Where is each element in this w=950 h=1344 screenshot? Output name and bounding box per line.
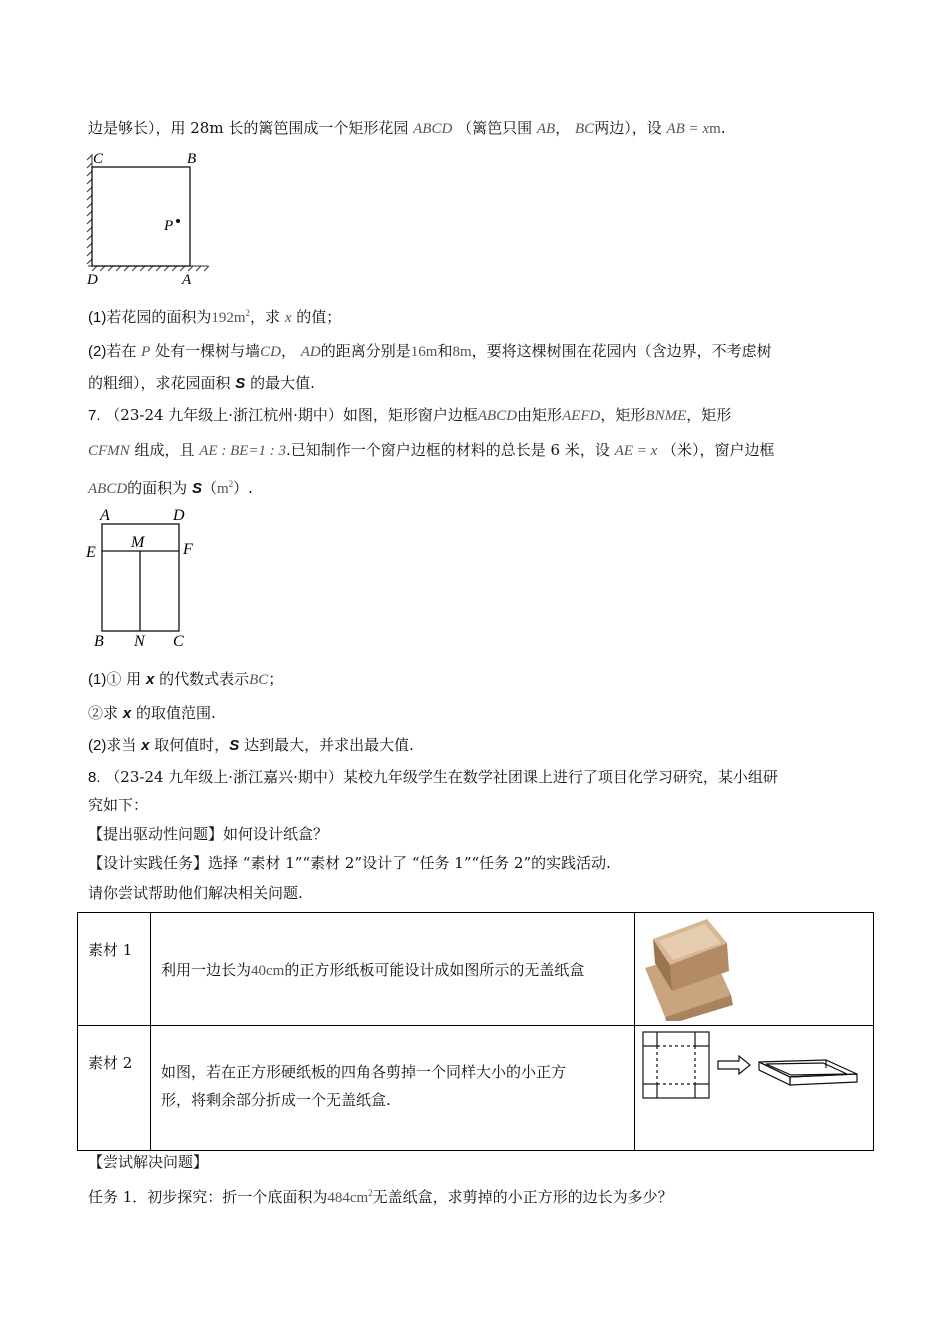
q8-ask <box>88 883 303 903</box>
math-ABCD: ABCD <box>88 481 128 497</box>
text: 取何值时， <box>154 736 230 754</box>
table-row <box>78 1026 874 1151</box>
math-x: x <box>122 705 132 722</box>
point-P <box>176 219 180 223</box>
text: ， <box>555 119 571 137</box>
text: 任务 1．初步探究：折一个底面积为 <box>88 1188 328 1206</box>
text: 处有一棵树与墙 <box>155 342 261 360</box>
label-M: M <box>131 534 145 551</box>
folding-diagram <box>635 1026 871 1146</box>
label-A: A <box>182 272 192 288</box>
math-AEFD: AEFD <box>562 408 601 424</box>
question-source: （23-24 九年级上·浙江嘉兴·期中） <box>105 768 343 786</box>
text: ，矩形 <box>686 406 732 424</box>
question-number: 8. <box>88 769 101 786</box>
text: ； <box>268 670 284 688</box>
q8-line1 <box>88 767 778 788</box>
math-8m: 8m <box>452 344 472 360</box>
math-ABCD: ABCD <box>477 408 518 424</box>
text: 某校九年级学生在数学社团课上进行了项目化学习研究，某小组研 <box>342 768 778 786</box>
part-number: (2) <box>88 343 107 360</box>
text: 的值； <box>296 308 342 326</box>
label-D: D <box>173 507 185 524</box>
label-E: E <box>86 544 96 561</box>
label-D: D <box>87 272 98 288</box>
superscript: 2 <box>228 479 234 489</box>
q8-drive <box>88 824 328 844</box>
math-AD: AD <box>300 344 321 360</box>
garden-figure <box>84 148 214 288</box>
cut-square-diagram <box>643 1032 709 1098</box>
text: 【尝试解决问题】 <box>88 1153 209 1171</box>
text: 若在 <box>106 342 137 360</box>
text: 的取值范围. <box>135 704 216 722</box>
math-BNME: BNME <box>645 408 687 424</box>
q8-design <box>88 853 611 873</box>
arrow-right-icon <box>718 1056 750 1074</box>
label-C: C <box>173 633 184 650</box>
math-CFMN: CFMN <box>88 443 130 459</box>
q7-line3 <box>88 474 253 499</box>
math-S: S <box>235 375 246 392</box>
math-16m: 16m <box>410 344 438 360</box>
material-1-image-cell <box>635 913 874 1026</box>
math-40cm: 40cm <box>251 962 285 979</box>
q6-part2-line2 <box>88 373 315 394</box>
material-1-desc <box>151 913 635 1026</box>
text: （篱笆只围 <box>457 119 533 137</box>
wall-hatch-bottom <box>88 266 209 271</box>
text: 请你尝试帮助他们解决相关问题. <box>88 884 303 902</box>
text: ）. <box>233 479 253 497</box>
text: 无盖纸盒，求剪掉的小正方形的边长为多少？ <box>372 1188 673 1206</box>
text: 的最大值. <box>250 374 315 392</box>
text: （ <box>201 479 217 497</box>
label-N: N <box>134 633 145 650</box>
q7-line1 <box>88 405 731 426</box>
label-B: B <box>187 151 197 167</box>
q6-part2-line1 <box>88 341 772 362</box>
text: 边是够长），用 28m 长的篱笆围成一个矩形花园 <box>88 119 409 137</box>
math-S: S <box>229 737 240 754</box>
text: 利用一边长为 <box>161 960 252 979</box>
text: 形，将剩余部分折成一个无盖纸盒. <box>161 1091 391 1109</box>
text: . <box>720 119 726 137</box>
text: ，求 <box>250 308 281 326</box>
text: （米），窗户边框 <box>662 441 775 459</box>
q6-intro-line <box>88 118 726 139</box>
paper-box-photo <box>635 913 871 1021</box>
text: 组成，且 <box>134 441 195 459</box>
circled-number: ② <box>88 704 104 722</box>
text: 的正方形纸板可能设计成如图所示的无盖纸盒 <box>284 960 585 979</box>
text: 如图，矩形窗户边框 <box>342 406 478 424</box>
math-ABCD: ABCD <box>413 121 453 137</box>
question-number: 7. <box>88 407 101 424</box>
math-AB: AB <box>536 121 556 137</box>
material-table <box>77 912 874 1151</box>
math-484cm: 484cm <box>327 1190 369 1206</box>
text: 究如下： <box>88 796 149 814</box>
label-A: A <box>100 507 110 524</box>
part-number: (1) <box>88 671 107 688</box>
material-2-label: 素材 2 <box>78 1026 151 1151</box>
text: ，矩形 <box>600 406 646 424</box>
part-number: (1) <box>88 309 107 326</box>
text: 两边），设 <box>594 119 662 137</box>
text: 若花园的面积为 <box>106 308 212 326</box>
label-B: B <box>94 633 104 650</box>
math-unit: m <box>709 121 721 137</box>
wall-hatch-left <box>87 154 92 266</box>
try-heading <box>88 1152 208 1172</box>
superscript: 2 <box>245 308 251 318</box>
text: 【设计实践任务】选择 “素材 1”“素材 2”设计了 “任务 1”“任务 2”的实践活动. <box>88 854 611 872</box>
q6-part1 <box>88 303 341 328</box>
text: 求当 <box>106 736 137 754</box>
q8-line2 <box>88 795 148 815</box>
math-CD: CD <box>260 344 281 360</box>
q7-part1-b <box>88 703 216 724</box>
task-1 <box>88 1183 673 1208</box>
math-ratio: AE : BE=1 : 3 <box>199 443 287 459</box>
table-row <box>78 913 874 1026</box>
math-x: x <box>284 310 292 326</box>
math-x: x <box>141 737 150 754</box>
math-AB-eq-x: AB = x <box>666 121 710 137</box>
math-P: P <box>141 344 151 360</box>
material-1-label: 素材 1 <box>78 913 151 1026</box>
math-AE-eq-x: AE = x <box>614 443 658 459</box>
label-F: F <box>183 541 193 558</box>
math-unit: m <box>217 481 229 497</box>
text: 的代数式表示 <box>159 670 250 688</box>
text: 和 <box>437 342 453 360</box>
math-x: x <box>145 671 155 688</box>
text: 的面积为 <box>127 479 188 497</box>
text: 由矩形 <box>517 406 563 424</box>
math-192m: 192m <box>211 310 246 326</box>
superscript: 2 <box>368 1188 373 1198</box>
text: 达到最大，并求出最大值. <box>244 736 414 754</box>
text: 如图，若在正方形硬纸板的四角各剪掉一个同样大小的小正方 <box>161 1063 567 1081</box>
text: 【提出驱动性问题】如何设计纸盒？ <box>88 825 329 843</box>
text: 用 <box>126 670 142 688</box>
question-source: （23-24 九年级上·浙江杭州·期中） <box>105 406 343 424</box>
q7-part2 <box>88 735 414 756</box>
text: ， <box>280 342 296 360</box>
window-frame-figure <box>84 504 204 652</box>
math-BC: BC <box>249 672 269 688</box>
material-2-image-cell <box>635 1026 874 1151</box>
text: ，要将这棵树围在花园内（含边界，不考虑树 <box>471 342 772 360</box>
circled-number: ① <box>106 670 122 688</box>
part-number: (2) <box>88 737 107 754</box>
text: 求 <box>103 704 119 722</box>
math-BC: BC <box>575 121 595 137</box>
garden-rectangle <box>92 167 190 266</box>
open-box-diagram <box>759 1060 857 1085</box>
label-P: P <box>164 218 174 234</box>
math-S: S <box>191 480 202 497</box>
material-2-desc <box>151 1026 635 1151</box>
text: 的粗细），求花园面积 <box>88 374 231 392</box>
text: .已知制作一个窗户边框的材料的总长是 6 米，设 <box>286 441 610 459</box>
label-C: C <box>93 151 104 167</box>
q7-part1-a <box>88 669 283 690</box>
text: 的距离分别是 <box>320 342 411 360</box>
q7-line2 <box>88 440 775 461</box>
